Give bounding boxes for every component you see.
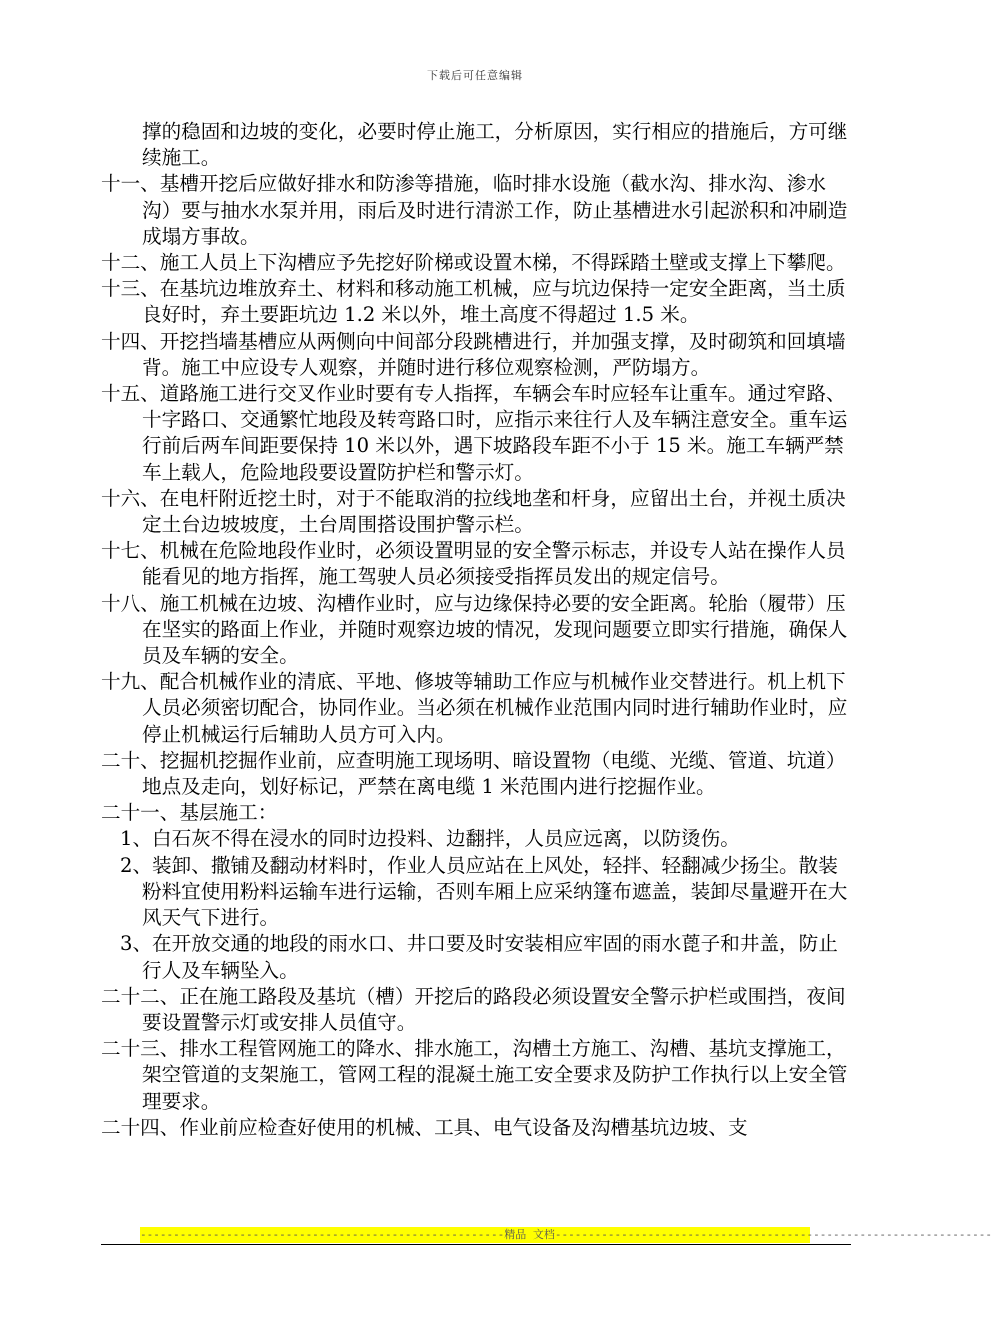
clause-21-subitem-3: 3、在开放交通的地段的雨水口、井口要及时安装相应牢固的雨水蓖子和井盖，防止行人及车辆坠入。	[120, 932, 838, 982]
clause-15: 十五、道路施工进行交叉作业时要有专人指挥，车辆会车时应轻车让重车。通过窄路、十字路口、交通繁忙地段及转弯路口时，应指示来往行人及车辆注意安全。重车运行前后两车间距要保持 10 米以外，遇下坡路段车距不小于 15 米。施工车辆严禁车上载人，危险地段要设置防护栏和警示灯。	[101, 382, 848, 484]
clause-18: 十八、施工机械在边坡、沟槽作业时，应与边缘保持必要的安全距离。轮胎（履带）压在坚实的路面上作业，并随时观察边坡的情况，发现问题要立即实行措施，确保人员及车辆的安全。	[101, 591, 848, 668]
clause-21-heading: 二十一、基层施工：	[101, 801, 278, 825]
clause-12: 十二、施工人员上下沟槽应予先挖好阶梯或设置木梯，不得踩踏土壁或支撑上下攀爬。	[101, 251, 846, 275]
clause-22: 二十二、正在施工路段及基坑（槽）开挖后的路段必须设置安全警示护栏或围挡，夜间要设置警示灯或安排人员值守。	[101, 984, 846, 1034]
clause-13: 十三、在基坑边堆放弃土、材料和移动施工机械，应与坑边保持一定安全距离，当土质良好时，弃土要距坑边 1.2 米以外，堆土高度不得超过 1.5 米。	[101, 277, 846, 327]
clause-19: 十九、配合机械作业的清底、平地、修坡等辅助工作应与机械作业交替进行。机上机下人员必须密切配合，协同作业。当必须在机械作业范围内同时进行辅助作业时，应停止机械运行后辅助人员方可入内。	[101, 670, 848, 746]
clause-14: 十四、开挖挡墙基槽应从两侧向中间部分段跳槽进行，并加强支撑，及时砌筑和回填墙背。施工中应设专人观察，并随时进行移位观察检测，严防塌方。	[101, 329, 846, 379]
footer-divider	[101, 1244, 851, 1245]
page-header-note: 下载后可任意编辑	[427, 69, 523, 82]
clause-21-subitem-1: 1、白石灰不得在浸水的同时边投料、边翻拌，人员应远离，以防烫伤。	[120, 827, 740, 851]
continuation-paragraph: 撑的稳固和边坡的变化，必要时停止施工，分析原因，实行相应的措施后，方可继续施工。	[142, 120, 848, 170]
document-body	[101, 119, 853, 1141]
clause-17: 十七、机械在危险地段作业时，必须设置明显的安全警示标志，并设专人站在操作人员能看见的地方指挥，施工驾驶人员必须接受指挥员发出的规定信号。	[101, 539, 846, 589]
footer-watermark-band: -------------------------------------------------------精品 文档------------------------------------------------------------------	[140, 1228, 992, 1241]
clause-20: 二十、挖掘机挖掘作业前，应查明施工现场明、暗设置物（电缆、光缆、管道、坑道）地点及走向，划好标记，严禁在离电缆 1 米范围内进行挖掘作业。	[101, 748, 846, 799]
clause-23: 二十三、排水工程管网施工的降水、排水施工，沟槽土方施工、沟槽、基坑支撑施工，架空管道的支架施工，管网工程的混凝土施工安全要求及防护工作执行以上安全管理要求。	[101, 1037, 848, 1113]
clause-16: 十六、在电杆附近挖土时，对于不能取消的拉线地垄和杆身，应留出土台，并视土质决定土台边坡坡度，土台周围搭设围护警示栏。	[101, 486, 846, 537]
clause-11: 十一、基槽开挖后应做好排水和防渗等措施，临时排水设施（截水沟、排水沟、渗水沟）要与抽水水泵并用，雨后及时进行清淤工作，防止基槽进水引起淤积和冲刷造成塌方事故。	[101, 172, 848, 248]
clause-24: 二十四、作业前应检查好使用的机械、工具、电气设备及沟槽基坑边坡、支	[101, 1115, 748, 1139]
clause-21-subitem-2: 2、装卸、撒铺及翻动材料时，作业人员应站在上风处，轻拌、轻翻减少扬尘。散装粉料宜使用粉料运输车进行运输，否则车厢上应采纳篷布遮盖，装卸尽量避开在大风天气下进行。	[120, 853, 848, 930]
